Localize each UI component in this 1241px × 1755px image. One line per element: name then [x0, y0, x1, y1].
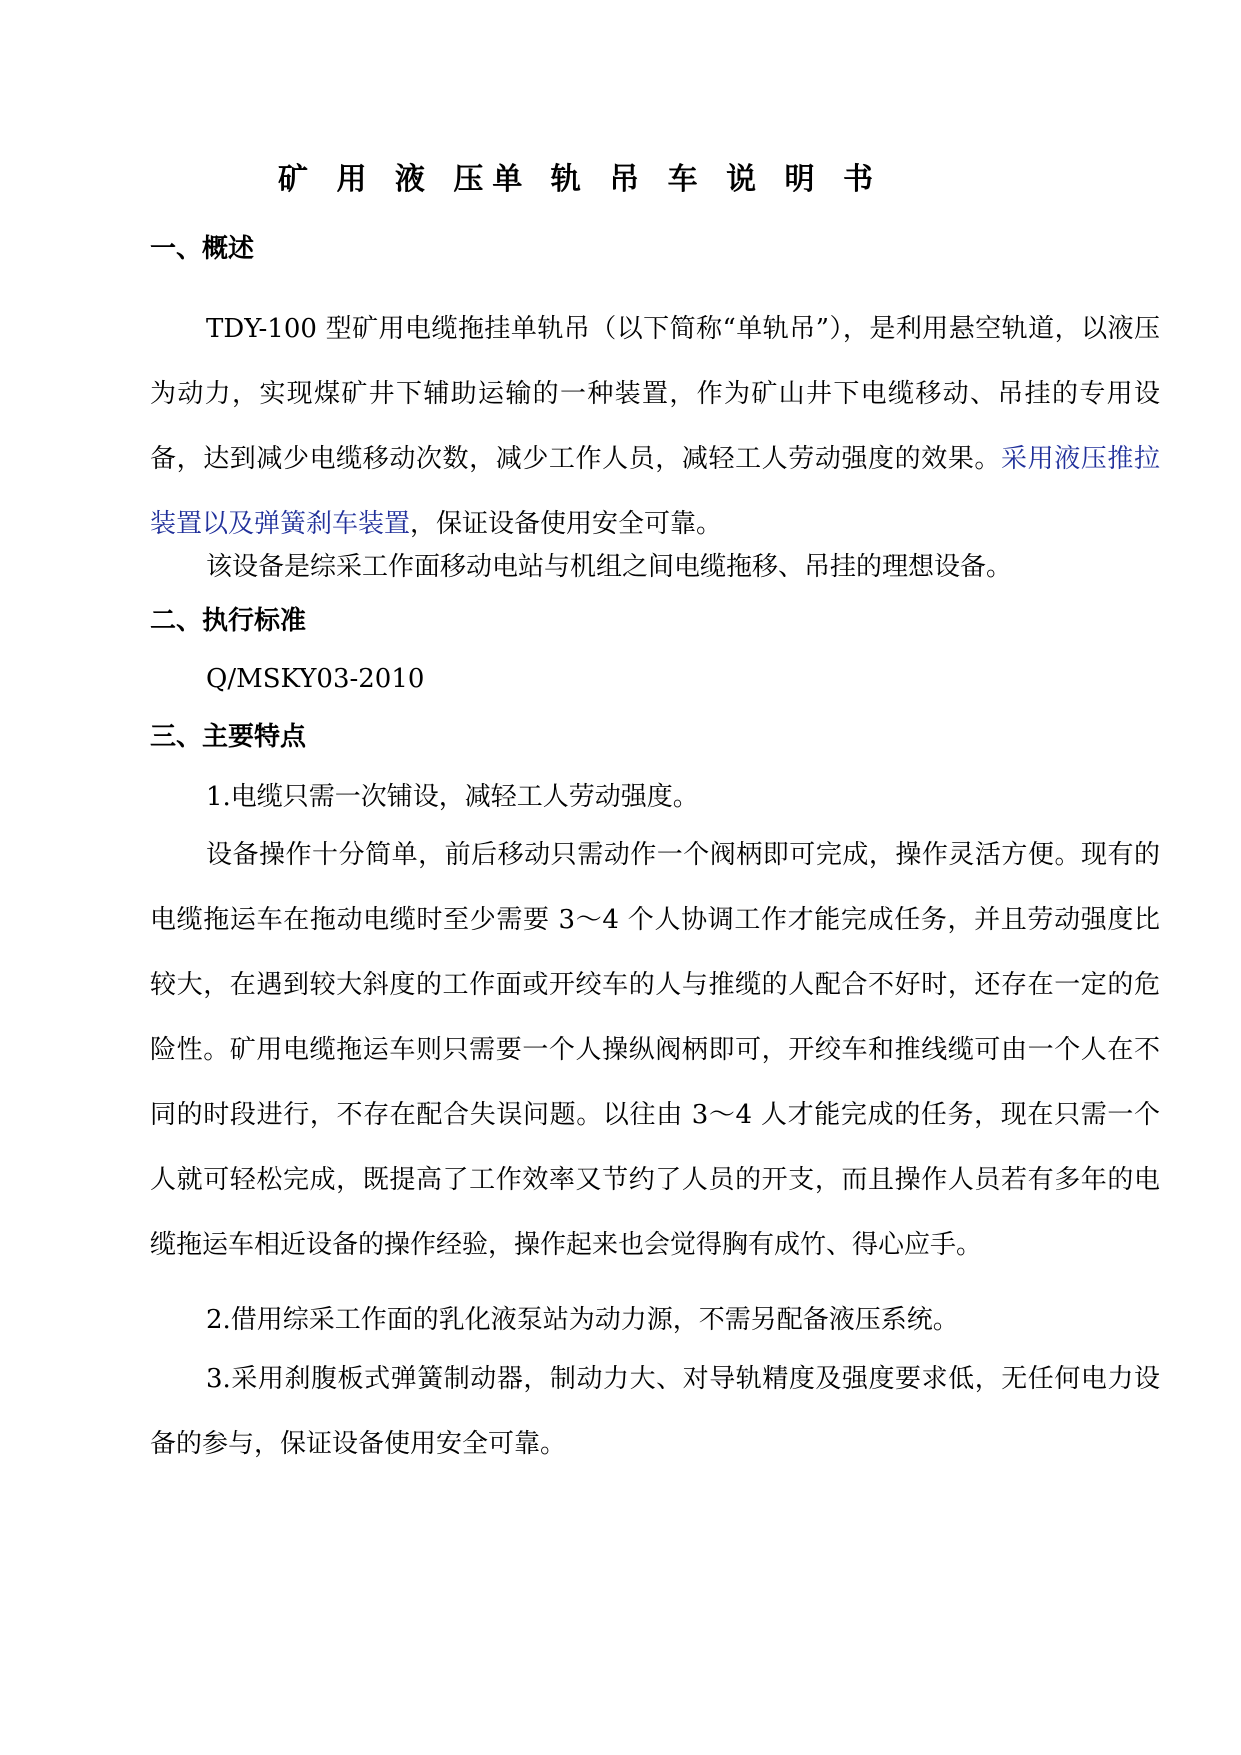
- feature-item-1: 1.电缆只需一次铺设，减轻工人劳动强度。: [206, 782, 699, 812]
- section-heading-features: 三、主要特点: [150, 722, 307, 752]
- section-heading-overview: 一、概述: [150, 234, 255, 264]
- overview-paragraph-2: 该设备是综采工作面移动电站与机组之间电缆拖移、吊挂的理想设备。: [206, 552, 1013, 582]
- overview-text-end: ，保证设备使用安全可靠。: [410, 509, 723, 539]
- section-heading-standard: 二、执行标准: [150, 606, 307, 636]
- feature-item-3: 3.采用刹腹板式弹簧制动器，制动力大、对导轨精度及强度要求低，无任何电力设备的参与，保证设备使用安全可靠。: [150, 1364, 1160, 1459]
- document-title: 矿 用 液 压单 轨 吊 车 说 明 书: [278, 162, 882, 197]
- feature-item-2: 2.借用综采工作面的乳化液泵站为动力源，不需另配备液压系统。: [206, 1305, 959, 1335]
- feature-detail-paragraph: 设备操作十分简单，前后移动只需动作一个阀柄即可完成，操作灵活方便。现有的电缆拖运车在拖动电缆时至少需要 3～4 个人协调工作才能完成任务，并且劳动强度比较大，在遇到较大斜度的工作面或开绞车的人与推缆的人配合不好时，还存在一定的危险性。矿用电缆拖运车则只需要一个人操纵阀柄即可，开绞车和推线缆可由一个人在不同的时段进行，不存在配合失误问题。以往由 3～4 人才能完成的任务，现在只需一个人就可轻松完成，既提高了工作效率又节约了人员的开支，而且操作人员若有多年的电缆拖运车相近设备的操作经验，操作起来也会觉得胸有成竹、得心应手。: [150, 840, 1160, 1260]
- standard-code: Q/MSKY03-2010: [206, 664, 425, 694]
- overview-text-start: TDY-100 型矿用电缆拖挂单轨吊（以下简称“单轨吊”），是利用悬空轨道，以液压为动力，实现煤矿井下辅助运输的一种装置，作为矿山井下电缆移动、吊挂的专用设备，达到减少电缆移动次数，减少工作人员，减轻工人劳动强度的效果。: [150, 314, 1160, 474]
- overview-paragraph: [150, 297, 1160, 557]
- hydraulic-device-link[interactable]: 采用液压推拉装置以及弹簧刹车装置: [150, 444, 1160, 539]
